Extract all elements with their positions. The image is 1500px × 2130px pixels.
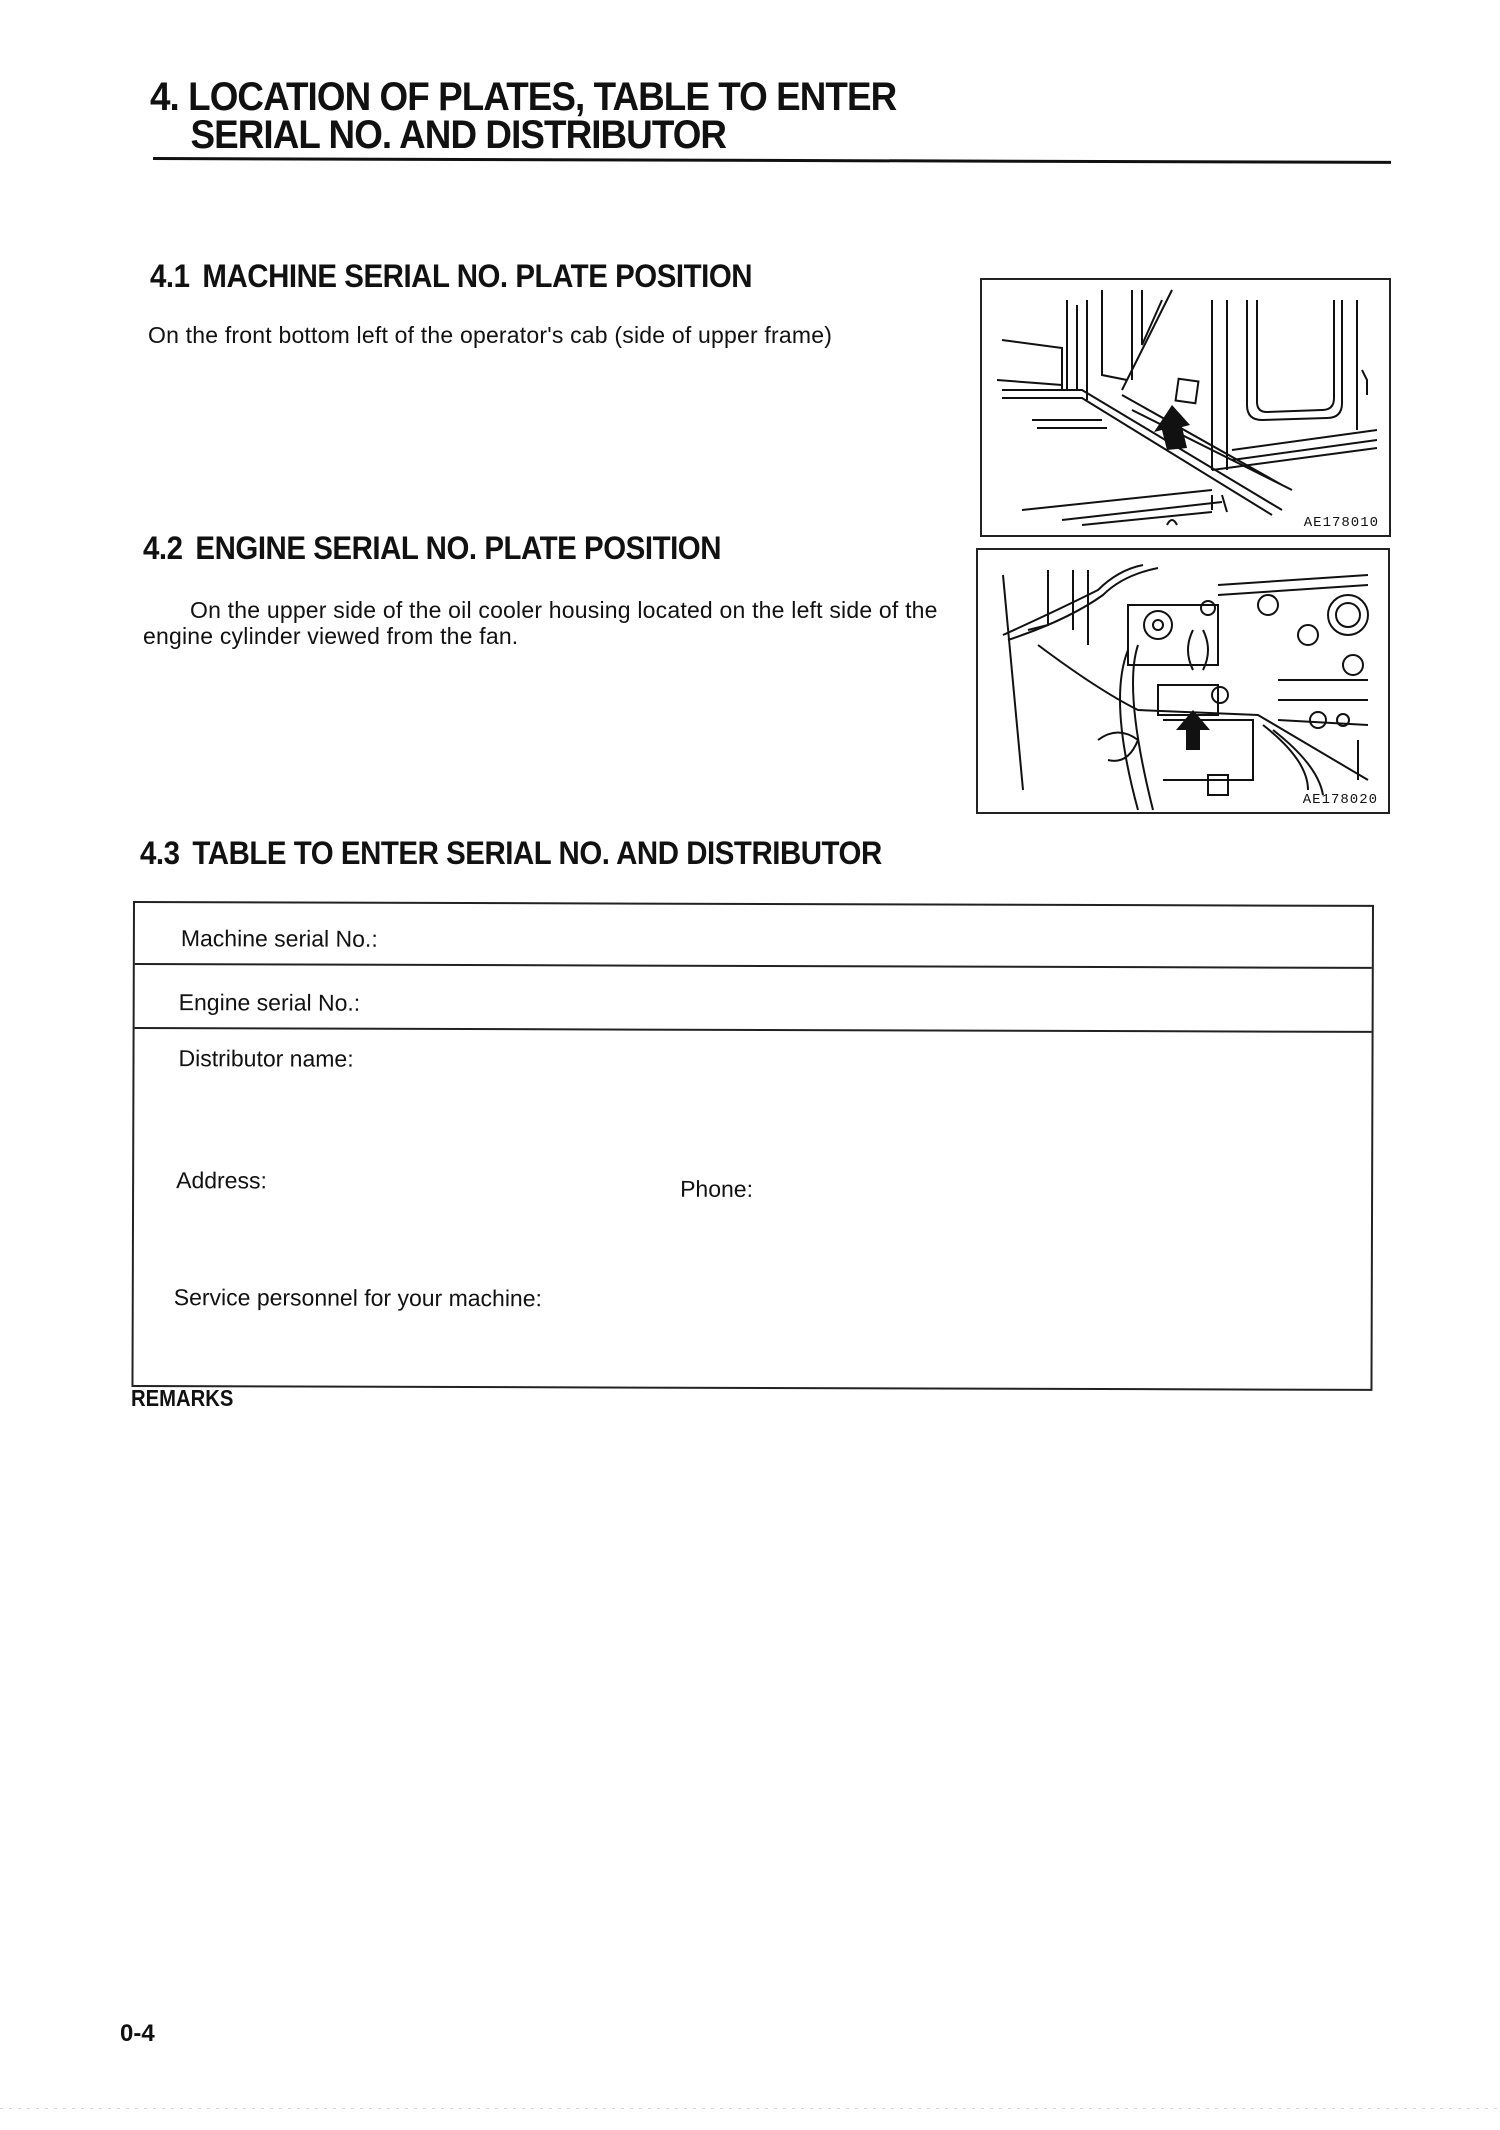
arrow-icon: [1154, 405, 1190, 450]
figure-code: AE178020: [1302, 792, 1378, 808]
distributor-name-label: Distributor name:: [178, 1045, 354, 1072]
phone-label: Phone:: [680, 1175, 754, 1202]
section-title: ENGINE SERIAL NO. PLATE POSITION: [195, 530, 722, 566]
section-number: 4.1: [150, 258, 190, 294]
cab-plate-illustration-icon: [982, 280, 1389, 535]
figure-code: AE178010: [1303, 515, 1379, 531]
section-number: 4.3: [140, 835, 180, 871]
section-4-1-heading: [150, 258, 752, 295]
engine-plate-figure: [976, 548, 1390, 814]
section-number: 4.2: [143, 530, 183, 566]
section-4-2-body: On the upper side of the oil cooler housing located on the left side of the engine cylinder viewed from the fan.: [143, 597, 938, 649]
scan-edge-noise: [0, 2108, 1500, 2109]
section-4-1-body: [148, 322, 968, 348]
title-underline: [153, 157, 1391, 164]
section-4-3-heading: [140, 835, 882, 872]
page-title-line2: SERIAL NO. AND DISTRIBUTOR: [190, 113, 727, 157]
section-4-2-heading: [143, 530, 721, 567]
body-text: On the front bottom left of the operator's cab (side of upper frame): [148, 322, 833, 348]
address-label: Address:: [176, 1167, 267, 1194]
machine-serial-row[interactable]: [135, 903, 1372, 969]
page-title-line1: 4. LOCATION OF PLATES, TABLE TO ENTER: [150, 75, 897, 119]
distributor-block[interactable]: [133, 1029, 1371, 1389]
page-number: 0-4: [120, 2020, 155, 2047]
machine-serial-label: Machine serial No.:: [180, 925, 378, 952]
serial-distributor-table: [131, 901, 1374, 1391]
machine-plate-figure: [980, 278, 1391, 537]
engine-serial-row[interactable]: [135, 965, 1372, 1033]
section-title: MACHINE SERIAL NO. PLATE POSITION: [202, 258, 753, 294]
section-title: TABLE TO ENTER SERIAL NO. AND DISTRIBUTOR: [192, 835, 882, 871]
page-title: [150, 75, 897, 157]
engine-plate-illustration-icon: [978, 550, 1388, 812]
remarks-heading: REMARKS: [131, 1385, 234, 1411]
service-personnel-label: Service personnel for your machine:: [173, 1284, 542, 1312]
engine-serial-label: Engine serial No.:: [178, 989, 361, 1016]
